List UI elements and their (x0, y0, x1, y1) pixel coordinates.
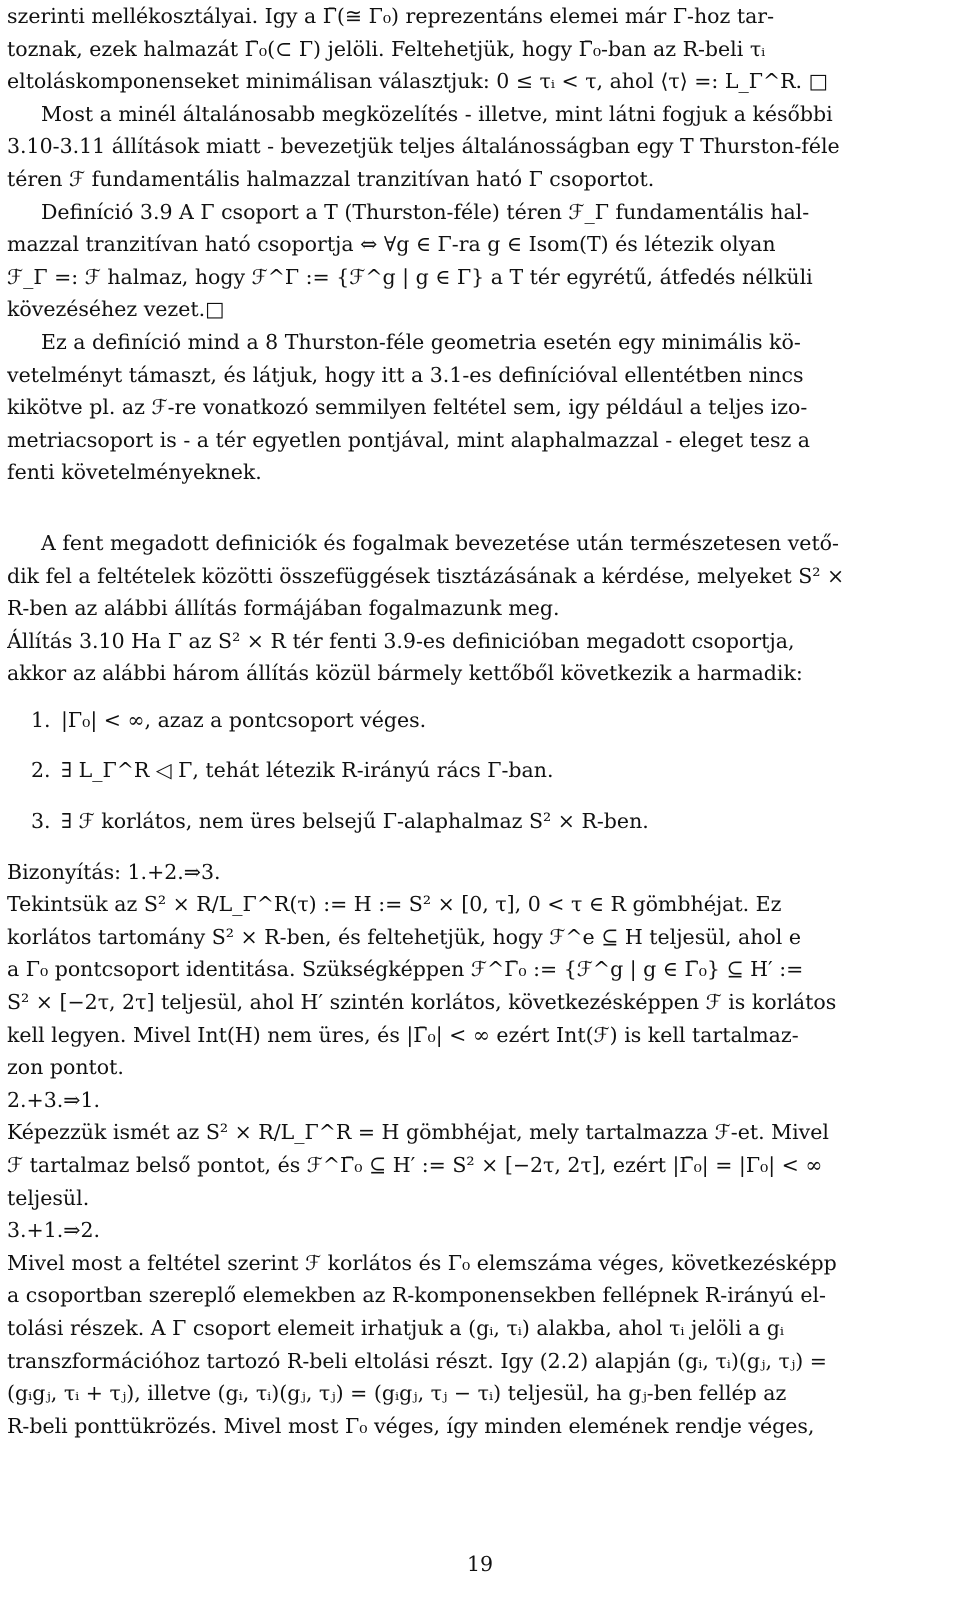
paragraph-3 (7, 326, 933, 489)
proof-section (7, 856, 933, 1443)
text-line: mazzal tranzitívan ható csoportja ⇔ ∀g ∈ Γ-ra g ∈ Isom(T) és létezik olyan (7, 232, 776, 257)
text-line: téren ℱ fundamentális halmazzal tranzitívan ható Γ csoportot. (7, 166, 655, 191)
text-line: eltoláskomponenseket minimálisan választjuk: 0 ≤ τᵢ < τ, ahol ⟨τ⟩ =: L_Γ^R. □ (7, 69, 828, 94)
text-line: metriacsoport is - a tér egyetlen pontjával, mint alaphalmazzal - eleget tesz a (7, 427, 811, 452)
text-line: dik fel a feltételek közötti összefüggések tisztázásának a kérdése, melyeket S² × (7, 563, 845, 588)
list-item (7, 805, 933, 838)
text-line: a Γ₀ pontcsoport identitása. Szükségképpen ℱ^Γ̄₀ := {ℱ^g | g ∈ Γ̄₀} ⊆ H′ := (7, 957, 804, 982)
text-line: (gᵢgⱼ, τᵢ + τⱼ), illetve (gᵢ, τᵢ)(gⱼ, τⱼ) = (gᵢgⱼ, τⱼ − τᵢ) teljesül, ha gⱼ-ben fellép az (7, 1381, 787, 1406)
paragraph-2 (7, 98, 933, 196)
list-item-number: 1. (31, 707, 51, 732)
text-line: transzformációhoz tartozó R-beli eltolási részt. Igy (2.2) alapján (gᵢ, τᵢ)(gⱼ, τⱼ) = (7, 1348, 827, 1373)
text-line: A fent megadott definiciók és fogalmak bevezetése után természetesen vető- (41, 530, 839, 555)
definition-3-9 (7, 196, 933, 326)
text-line: tolási részek. A Γ csoport elemeit irhatjuk a (gᵢ, τᵢ) alakba, ahol τᵢ jelöli a gᵢ (7, 1315, 785, 1340)
list-item (7, 754, 933, 787)
text-line: szerinti mellékosztályai. Igy a Γ̄(≅ Γ₀) reprezentáns elemei már Γ-hoz tar- (7, 4, 775, 28)
text-line: teljesül. (7, 1185, 90, 1210)
text-line: a csoportban szereplő elemekben az R-komponensekben fellépnek R-irányú el- (7, 1283, 826, 1308)
text-line: kikötve pl. az ℱ-re vonatkozó semmilyen feltétel sem, igy például a teljes izo- (7, 395, 808, 420)
text-line: ℱ_Γ =: ℱ halmaz, hogy ℱ^Γ := {ℱ^g | g ∈ Γ} a T tér egyrétű, átfedés nélküli (7, 264, 813, 289)
page-body (7, 0, 933, 1442)
text-line: Állítás 3.10 Ha Γ az S² × R tér fenti 3.9-es definicióban megadott csoportja, (7, 628, 795, 653)
text-line: Képezzük ismét az S² × R/L_Γ^R = H gömbhéjat, mely tartalmazza ℱ-et. Mivel (7, 1120, 829, 1145)
text-line: R-ben az alábbi állítás formájában fogalmazunk meg. (7, 596, 560, 621)
text-line: zon pontot. (7, 1055, 124, 1080)
text-line: Ez a definíció mind a 8 Thurston-féle geometria esetén egy minimális kö- (41, 329, 801, 354)
text-line: S² × [−2τ, 2τ] teljesül, ahol H′ szintén korlátos, következésképpen ℱ is korlátos (7, 990, 837, 1015)
text-line: ℱ tartalmaz belső pontot, és ℱ^Γ̄₀ ⊆ H′ := S² × [−2τ, 2τ], ezért |Γ̄₀| = |Γ₀| < ∞ (7, 1153, 823, 1177)
text-line: fenti követelményeknek. (7, 460, 262, 485)
proposition-3-10 (7, 625, 933, 690)
numbered-list (7, 704, 933, 838)
paragraph-4 (7, 527, 933, 625)
text-line: Most a minél általánosabb megközelítés - illetve, mint látni fogjuk a későbbi (41, 101, 833, 126)
paragraph-1 (7, 0, 933, 98)
text-line: 3.10-3.11 állítások miatt - bevezetjük teljes általánosságban egy T Thurston-féle (7, 134, 840, 159)
list-item-text: |Γ₀| < ∞, azaz a pontcsoport véges. (61, 707, 427, 732)
list-item-text: ∃ ℱ korlátos, nem üres belsejű Γ-alaphalmaz S² × R-ben. (61, 809, 649, 834)
list-item-text: ∃ L_Γ^R ◁ Γ, tehát létezik R-irányú rács Γ-ban. (61, 758, 554, 783)
text-line: korlátos tartomány S² × R-ben, és feltehetjük, hogy ℱ^e ⊆ H teljesül, ahol e (7, 924, 801, 949)
text-line: R-beli ponttükrözés. Mivel most Γ₀ véges, így minden elemének rendje véges, (7, 1413, 815, 1438)
proof-step-heading: 3.+1.⇒2. (7, 1218, 101, 1243)
text-line: kövezéséhez vezet.□ (7, 297, 225, 322)
list-item (7, 704, 933, 737)
proof-heading: Bizonyítás: 1.+2.⇒3. (7, 859, 221, 884)
text-line: Mivel most a feltétel szerint ℱ korlátos és Γ₀ elemszáma véges, következésképp (7, 1250, 837, 1275)
list-item-number: 3. (31, 809, 51, 834)
page-number: 19 (466, 1552, 494, 1576)
text-line: akkor az alábbi három állítás közül bármely kettőből következik a harmadik: (7, 661, 803, 686)
text-line: toznak, ezek halmazát Γ̄₀(⊂ Γ) jelöli. Feltehetjük, hogy Γ̄₀-ban az R-beli τᵢ (7, 36, 766, 61)
text-line: Tekintsük az S² × R/L_Γ^R(τ) := H := S² × [0, τ], 0 < τ ∈ R gömbhéjat. Ez (7, 892, 782, 917)
text-line: vetelményt támaszt, és látjuk, hogy itt a 3.1-es definícióval ellentétben nincs (7, 362, 804, 387)
proof-step-heading: 2.+3.⇒1. (7, 1087, 101, 1112)
text-line: Definíció 3.9 A Γ csoport a T (Thurston-féle) téren ℱ_Γ fundamentális hal- (41, 199, 810, 224)
list-item-number: 2. (31, 758, 51, 783)
text-line: kell legyen. Mivel Int(H) nem üres, és |Γ̄₀| < ∞ ezért Int(ℱ) is kell tartalmaz- (7, 1022, 799, 1047)
